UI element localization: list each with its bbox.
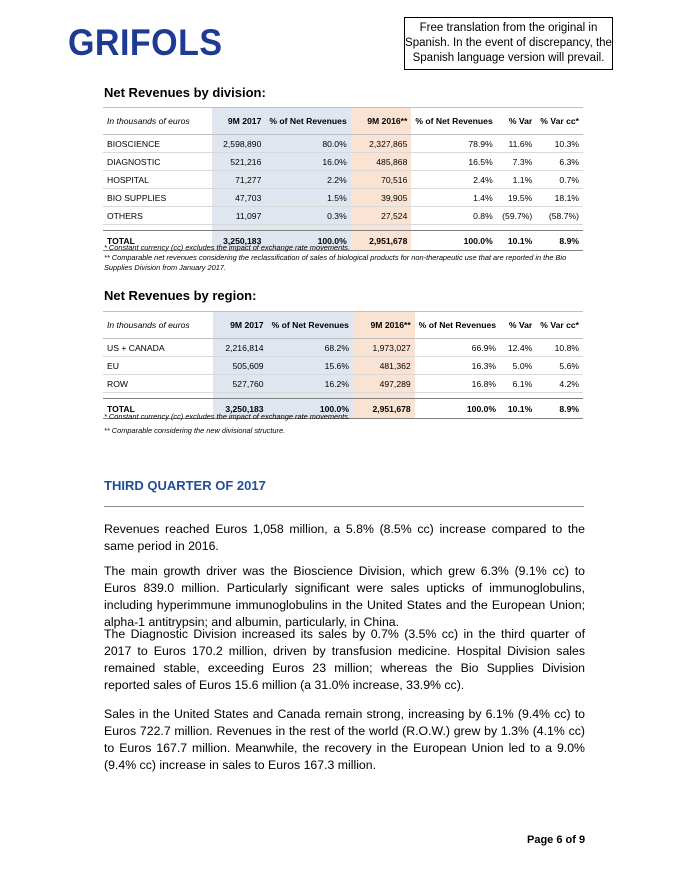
row-label: BIO SUPPLIES: [103, 189, 212, 207]
table-cell: 68.2%: [268, 339, 353, 357]
column-header: 9M 2016**: [353, 312, 415, 339]
table-cell: 1.5%: [265, 189, 350, 207]
section-divider: [104, 506, 584, 507]
row-label: OTHERS: [103, 207, 212, 225]
table-cell: 527,760: [213, 375, 267, 393]
unit-label: In thousands of euros: [103, 108, 212, 135]
table-cell: 521,216: [212, 153, 266, 171]
grifols-logo: GRIFOLS: [68, 22, 223, 63]
region-table: [103, 311, 583, 419]
table-cell: 481,362: [353, 357, 415, 375]
table-cell: 0.3%: [265, 207, 350, 225]
table-cell: 100.0%: [268, 399, 353, 419]
table-cell: 6.3%: [536, 153, 583, 171]
paragraph: The main growth driver was the Bioscience Division, which grew 6.3% (9.1% cc) to Euros 839.0 million. Particularly significant were sales upticks of immunoglobulins, including hyperimmune immunoglobulins in the United States and the European Union; alpha-1 antitrypsin; and albumin, particularly, in China.: [104, 564, 585, 629]
row-label: ROW: [103, 375, 213, 393]
footnote: ** Comparable net revenues considering the reclassification of sales of biological products for non-therapeutic use that are reported in the Bio Supplies Division from January 2017.: [104, 253, 567, 272]
table-cell: 16.5%: [411, 153, 496, 171]
table-cell: 2,327,865: [351, 135, 412, 153]
table-cell: 5.0%: [500, 357, 536, 375]
table-cell: 10.8%: [536, 339, 583, 357]
column-header: 9M 2016**: [351, 108, 412, 135]
page-number: Page 6 of 9: [527, 834, 586, 846]
table-cell: 27,524: [351, 207, 412, 225]
table-cell: 1,973,027: [353, 339, 415, 357]
column-header: % of Net Revenues: [265, 108, 350, 135]
table-cell: 7.3%: [497, 153, 537, 171]
column-header: % Var: [497, 108, 537, 135]
total-label: TOTAL: [103, 399, 213, 419]
table-cell: 4.2%: [536, 375, 583, 393]
table-cell: 11,097: [212, 207, 266, 225]
table-cell: 70,516: [351, 171, 412, 189]
table-cell: 0.7%: [536, 171, 583, 189]
footnote: * Constant currency (cc) excludes the impact of exchange rate movements.: [104, 412, 351, 421]
row-label: US + CANADA: [103, 339, 213, 357]
table-cell: 3,250,183: [212, 231, 266, 251]
table-cell: 100.0%: [415, 399, 500, 419]
table-cell: (59.7%): [497, 207, 537, 225]
table-cell: 2,951,678: [353, 399, 415, 419]
column-header: 9M 2017: [213, 312, 267, 339]
table-cell: 2,951,678: [351, 231, 412, 251]
table-row: [103, 375, 583, 393]
table-cell: 1.1%: [497, 171, 537, 189]
row-label: HOSPITAL: [103, 171, 212, 189]
table-cell: 497,289: [353, 375, 415, 393]
table-row: [103, 207, 583, 225]
table-cell: 100.0%: [411, 231, 496, 251]
table-cell: 39,905: [351, 189, 412, 207]
table-cell: 2.2%: [265, 171, 350, 189]
table-cell: 2,598,890: [212, 135, 266, 153]
table-cell: 80.0%: [265, 135, 350, 153]
column-header: % of Net Revenues: [415, 312, 500, 339]
table-cell: 10.3%: [536, 135, 583, 153]
table-cell: 16.8%: [415, 375, 500, 393]
table-cell: 11.6%: [497, 135, 537, 153]
table-cell: 66.9%: [415, 339, 500, 357]
table-cell: 15.6%: [268, 357, 353, 375]
table-row: [103, 171, 583, 189]
division-section-title: Net Revenues by division:: [104, 85, 266, 100]
column-header: 9M 2017: [212, 108, 266, 135]
table-cell: 5.6%: [536, 357, 583, 375]
total-label: TOTAL: [103, 231, 212, 251]
table-cell: 16.3%: [415, 357, 500, 375]
table-cell: 16.2%: [268, 375, 353, 393]
table-cell: 18.1%: [536, 189, 583, 207]
table-cell: 10.1%: [497, 231, 537, 251]
row-label: EU: [103, 357, 213, 375]
table-cell: 12.4%: [500, 339, 536, 357]
table-cell: 8.9%: [536, 399, 583, 419]
column-header: % Var: [500, 312, 536, 339]
table-cell: (58.7%): [536, 207, 583, 225]
column-header: % of Net Revenues: [268, 312, 353, 339]
table-cell: 485,868: [351, 153, 412, 171]
table-header-row: [103, 108, 583, 135]
table-row: [103, 339, 583, 357]
table-cell: 16.0%: [265, 153, 350, 171]
footnote: ** Comparable considering the new divisional structure.: [104, 426, 286, 435]
table-cell: 2,216,814: [213, 339, 267, 357]
row-label: BIOSCIENCE: [103, 135, 212, 153]
table-row: [103, 153, 583, 171]
unit-label: In thousands of euros: [103, 312, 213, 339]
table-cell: 1.4%: [411, 189, 496, 207]
table-cell: 2.4%: [411, 171, 496, 189]
translation-disclaimer: Free translation from the original in Spanish. In the event of discrepancy, the Spanish language version will prevail.: [404, 17, 613, 70]
table-row: [103, 357, 583, 375]
table-cell: 0.8%: [411, 207, 496, 225]
paragraph: Revenues reached Euros 1,058 million, a 5.8% (8.5% cc) increase compared to the same period in 2016.: [104, 522, 585, 553]
table-cell: 3,250,183: [213, 399, 267, 419]
paragraph: Sales in the United States and Canada remain strong, increasing by 6.1% (9.4% cc) to Euros 722.7 million. Revenues in the rest of the world (R.O.W.) grew by 1.3% (4.1% cc) to Euros 167.7 million. Meanwhile, the recovery in the European Union led to a 9.0% (9.4% cc) increase in sales to Euros 167.3 million.: [104, 707, 585, 772]
section-heading: THIRD QUARTER OF 2017: [104, 478, 266, 493]
table-cell: 6.1%: [500, 375, 536, 393]
paragraph: The Diagnostic Division increased its sales by 0.7% (3.5% cc) in the third quarter of 2017 to Euros 170.2 million, driven by transfusion medicine. Hospital Division sales remained stable, exceeding Euros 23 million; whereas the Bio Supplies Division reported sales of Euros 15.6 million (a 31.0% increase, 33.9% cc).: [104, 627, 585, 692]
table-cell: 78.9%: [411, 135, 496, 153]
footnote: * Constant currency (cc) excludes the impact of exchange rate movements.: [104, 243, 351, 252]
table-header-row: [103, 312, 583, 339]
row-label: DIAGNOSTIC: [103, 153, 212, 171]
column-header: % of Net Revenues: [411, 108, 496, 135]
region-section-title: Net Revenues by region:: [104, 288, 257, 303]
table-cell: 100.0%: [265, 231, 350, 251]
table-row: [103, 135, 583, 153]
table-cell: 10.1%: [500, 399, 536, 419]
division-table: [103, 107, 583, 251]
table-cell: 8.9%: [536, 231, 583, 251]
table-cell: 71,277: [212, 171, 266, 189]
table-cell: 19.5%: [497, 189, 537, 207]
column-header: % Var cc*: [536, 312, 583, 339]
column-header: % Var cc*: [536, 108, 583, 135]
table-cell: 47,703: [212, 189, 266, 207]
table-row: [103, 189, 583, 207]
table-cell: 505,609: [213, 357, 267, 375]
